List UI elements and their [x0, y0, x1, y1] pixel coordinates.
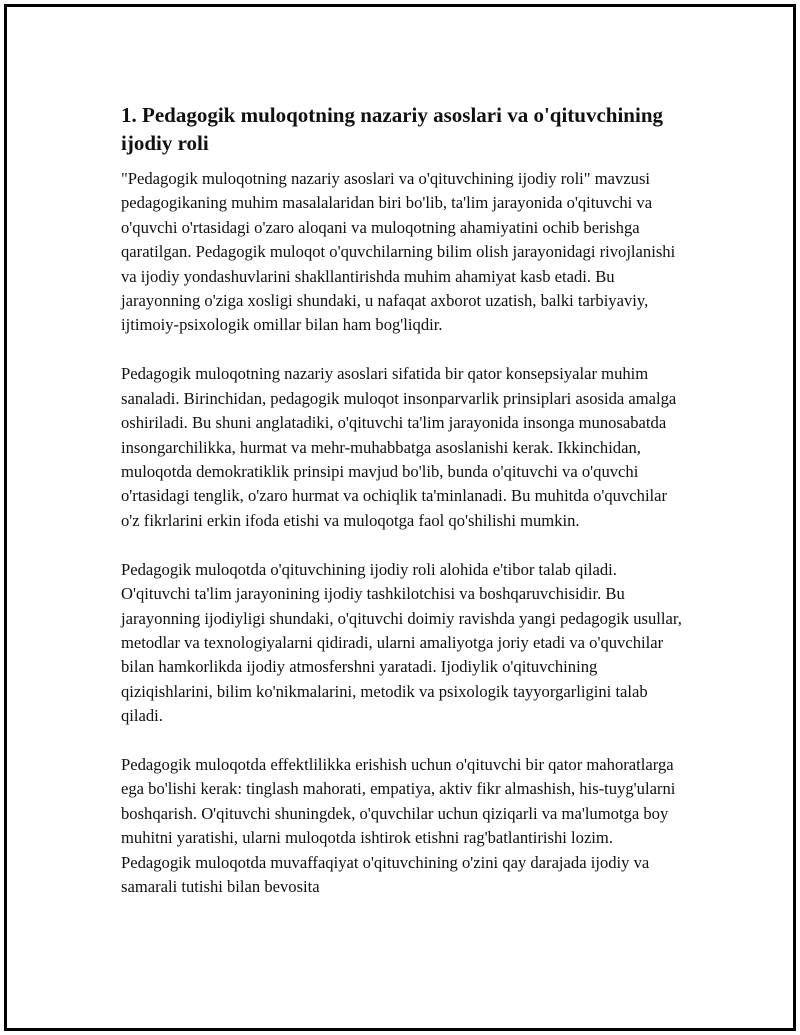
- document-body: [121, 101, 687, 924]
- page-frame: [4, 4, 796, 1031]
- paragraph-1: "Pedagogik muloqotning nazariy asoslari va o'qituvchining ijodiy roli" mavzusi pedagogikaning muhim masalalaridan biri bo'lib, ta'lim jarayonida o'qituvchi va o'quvchi o'rtasidagi o'zaro aloqani va muloqotning ahamiyatini ochib berishga qaratilgan. Pedagogik muloqot o'quvchilarning bilim olish jarayonidagi rivojlanishi va ijodiy yondashuvlarini shakllantirishda muhim ahamiyat kasb etadi. Bu jarayonning o'ziga xosligi shundaki, u nafaqat axborot uzatish, balki tarbiyaviy, ijtimoiy-psixologik omillar bilan ham bog'liqdir.: [121, 169, 676, 335]
- section-heading: 1. Pedagogik muloqotning nazariy asoslari va o'qituvchining ijodiy roli: [121, 103, 664, 155]
- paragraph-4: Pedagogik muloqotda effektlilikka erishish uchun o'qituvchi bir qator mahoratlarga ega bo'lishi kerak: tinglash mahorati, empatiya, aktiv fikr almashish, his-tuyg'ularni boshqarish. O'qituvchi shuningdek, o'quvchilar uchun qiziqarli va ma'lumotga boy muhitni yaratishi, ularni muloqotda ishtirok etishni rag'batlantirishi lozim. Pedagogik muloqotda muvaffaqiyat o'qituvchining o'zini qay darajada ijodiy va samarali tutishi bilan bevosita: [121, 755, 676, 897]
- paragraph-3: Pedagogik muloqotda o'qituvchining ijodiy roli alohida e'tibor talab qiladi. O'qituvchi ta'lim jarayonining ijodiy tashkilotchisi va boshqaruvchisidir. Bu jarayonning ijodiyligi shundaki, o'qituvchi doimiy ravishda yangi pedagogik usullar, metodlar va texnologiyalarni qidiradi, ularni amaliyotga joriy etadi va o'quvchilar bilan hamkorlikda ijodiy atmosfershni yaratadi. Ijodiylik o'qituvchining qiziqishlarini, bilim ko'nikmalarini, metodik va psixologik tayyorgarligini talab qiladi.: [121, 559, 682, 726]
- paragraph-2: Pedagogik muloqotning nazariy asoslari sifatida bir qator konsepsiyalar muhim sanaladi. Birinchidan, pedagogik muloqot insonparvarlik prinsiplari asosida amalga oshiriladi. Bu shuni anglatadiki, o'qituvchi ta'lim jarayonida insonga munosabatda insongarchilikka, hurmat va mehr-muhabbatga asoslanishi kerak. Ikkinchidan, muloqotda demokratiklik prinsipi mavjud bo'lib, bunda o'qituvchi va o'quvchi o'rtasidagi tenglik, o'zaro hurmat va ochiqlik ta'minlanadi. Bu muhitda o'quvchilar o'z fikrlarini erkin ifoda etishi va muloqotga faol qo'shilishi mumkin.: [121, 364, 677, 530]
